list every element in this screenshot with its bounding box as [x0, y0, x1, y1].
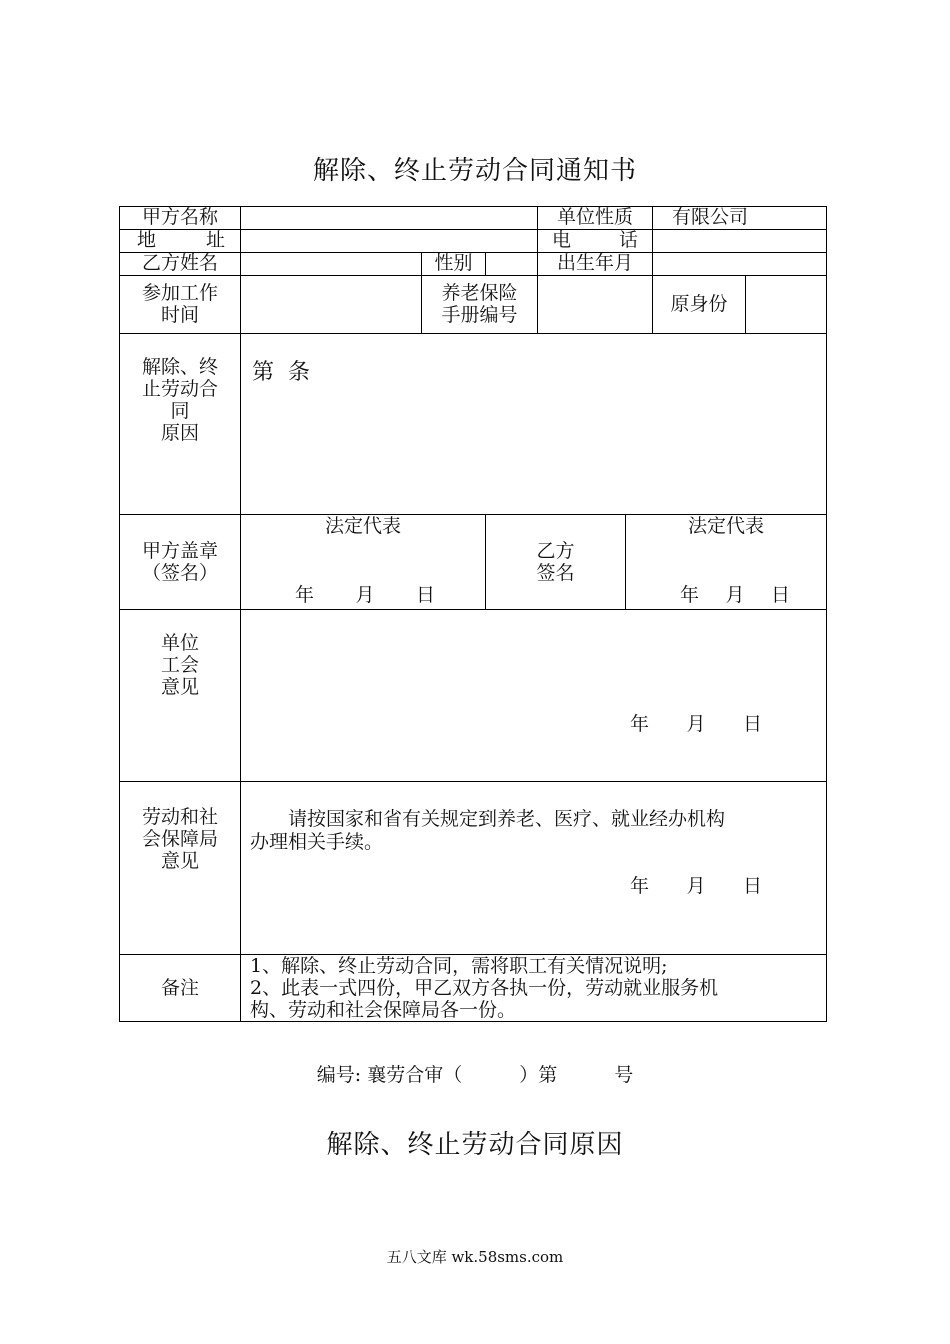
unit-nature-label: 单位性质 [556, 206, 633, 228]
reason-label-line-2: 止劳动合 [141, 378, 218, 400]
column-divider [485, 252, 486, 275]
table-border-bottom [119, 1021, 827, 1022]
footer-watermark: 五八文库 wk.58sms.com [386, 1248, 564, 1266]
signature-date-b [680, 584, 790, 606]
work-start-line-1: 参加工作 [141, 282, 218, 304]
party-a-seal-line-2: （签名） [141, 562, 218, 584]
union-label-line-1: 单位 [160, 632, 199, 654]
year-label: 年 [630, 713, 650, 735]
address-char-2: 址 [205, 229, 225, 251]
column-divider [745, 275, 746, 333]
party-a-seal-line-1: 甲方盖章 [141, 540, 218, 562]
reason-article-text: 第 条 [252, 360, 310, 385]
address-label [137, 229, 225, 251]
party-b-sign-line-1: 乙方 [536, 540, 575, 562]
pension-line-2: 手册编号 [441, 304, 518, 326]
reason-label-line-1: 解除、终 [141, 356, 218, 378]
labor-bureau-label-line-2: 会保障局 [141, 828, 218, 850]
year-label: 年 [680, 584, 700, 606]
pension-book-label [422, 282, 537, 326]
reason-label-line-3: 同 [170, 400, 190, 422]
address-char-1: 地 [137, 229, 157, 251]
row-divider [119, 609, 827, 610]
labor-bureau-label-line-3: 意见 [160, 850, 199, 872]
month-label: 月 [686, 713, 706, 735]
party-a-seal-label [120, 540, 240, 584]
reason-label [120, 356, 240, 444]
birth-date-label: 出生年月 [556, 252, 633, 274]
party-b-sign-line-2: 签名 [536, 562, 575, 584]
gender-label: 性别 [434, 252, 473, 274]
year-label: 年 [295, 584, 315, 606]
work-start-line-2: 时间 [160, 304, 199, 326]
remarks-line-1: 1、解除、终止劳动合同，需将职工有关情况说明; [250, 955, 668, 977]
phone-label [552, 229, 638, 251]
day-label: 日 [770, 584, 790, 606]
labor-bureau-instruction-line-1: 请按国家和省有关规定到养老、医疗、就业经办机构 [288, 808, 726, 830]
year-label: 年 [630, 875, 650, 897]
party-a-name-label: 甲方名称 [141, 206, 218, 228]
day-label: 日 [742, 713, 762, 735]
day-label: 日 [742, 875, 762, 897]
union-label-line-3: 意见 [160, 676, 199, 698]
remarks-line-2: 2、此表一式四份，甲乙双方各执一份，劳动就业服务机 [250, 977, 719, 999]
pension-line-1: 养老保险 [441, 282, 518, 304]
row-divider [119, 229, 827, 230]
union-date [630, 713, 762, 735]
labor-bureau-date [630, 875, 762, 897]
reason-label-line-4: 原因 [160, 422, 199, 444]
union-opinion-label [120, 632, 240, 698]
phone-char-1: 电 [552, 229, 572, 251]
signature-date-a [295, 584, 435, 606]
row-divider [119, 781, 827, 782]
work-start-label [120, 282, 240, 326]
month-label: 月 [355, 584, 375, 606]
labor-bureau-instruction-line-2: 办理相关手续。 [250, 831, 384, 853]
legal-representative-b: 法定代表 [687, 515, 764, 537]
row-divider [119, 275, 827, 276]
section-title: 解除、终止劳动合同原因 [326, 1130, 624, 1160]
table-border-right [826, 206, 827, 1021]
remarks-line-3: 构、劳动和社会保障局各一份。 [250, 999, 517, 1021]
remarks-text [250, 955, 825, 1021]
labor-bureau-opinion-label [120, 806, 240, 872]
legal-representative-a: 法定代表 [324, 515, 401, 537]
unit-nature-value: 有限公司 [672, 206, 749, 228]
month-label: 月 [686, 875, 706, 897]
remarks-label: 备注 [160, 977, 199, 999]
union-label-line-2: 工会 [160, 654, 199, 676]
row-divider [119, 333, 827, 334]
month-label: 月 [725, 584, 745, 606]
label-column-divider [240, 206, 241, 1021]
phone-char-2: 话 [618, 229, 638, 251]
document-number-line: 编号: 襄劳合审（ ）第 号 [316, 1064, 634, 1086]
original-status-label: 原身份 [670, 293, 728, 315]
party-b-name-label: 乙方姓名 [141, 252, 218, 274]
party-b-sign-label [486, 540, 625, 584]
document-title: 解除、终止劳动合同通知书 [312, 156, 637, 186]
table-border-left [119, 206, 120, 1021]
labor-bureau-label-line-1: 劳动和社 [141, 806, 218, 828]
day-label: 日 [415, 584, 435, 606]
